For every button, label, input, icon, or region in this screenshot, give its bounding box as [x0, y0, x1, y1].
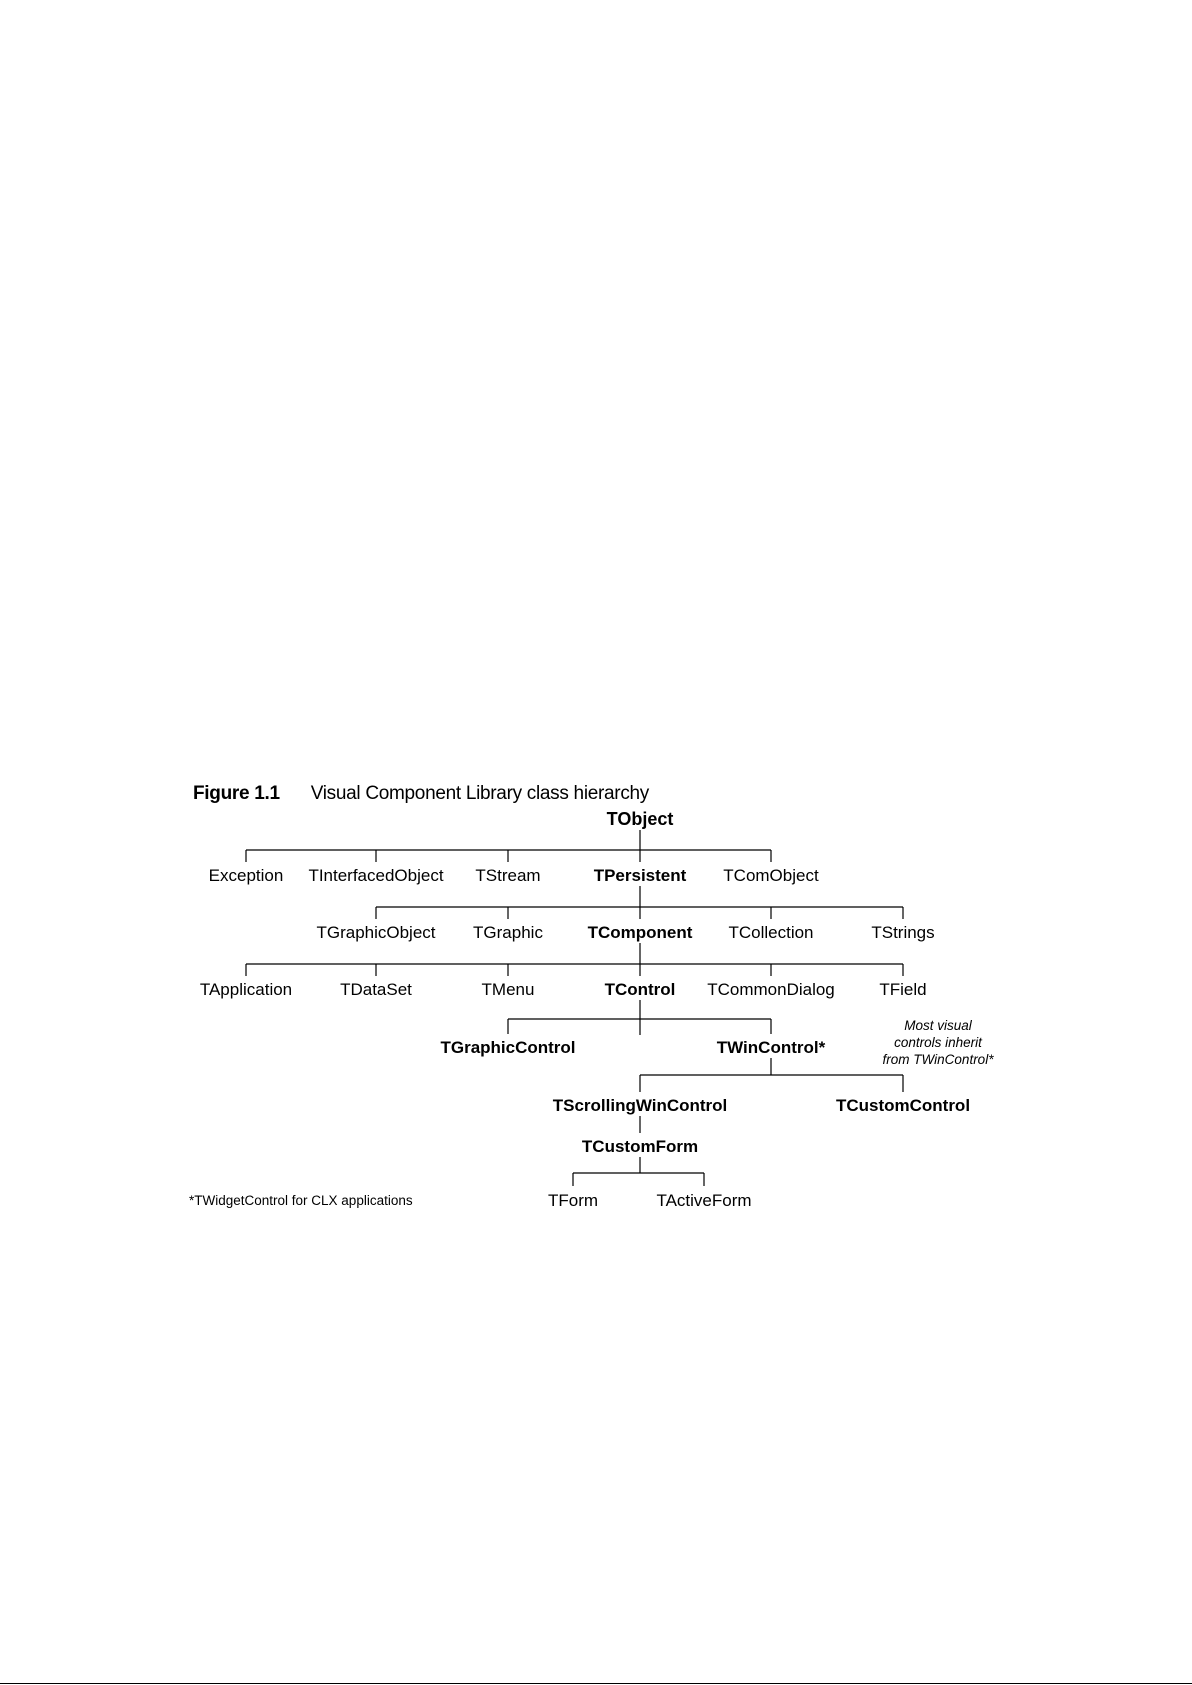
node-tinterfacedobject: TInterfacedObject	[308, 866, 444, 885]
node-tgraphic: TGraphic	[473, 923, 543, 942]
node-exception: Exception	[208, 866, 284, 885]
node-tapplication: TApplication	[199, 980, 293, 999]
footnote: *TWidgetControl for CLX applications	[189, 1193, 413, 1208]
nodes	[200, 809, 970, 1210]
annotation-note	[858, 1017, 1018, 1068]
bottom-divider	[0, 1683, 1192, 1684]
node-tcustomcontrol: TCustomControl	[835, 1096, 971, 1115]
note-line-3: from TWinControl*	[882, 1052, 994, 1067]
node-tgraphicobject: TGraphicObject	[316, 923, 436, 942]
node-tmenu: TMenu	[481, 980, 535, 999]
node-twincontrol: TWinControl*	[716, 1038, 826, 1057]
node-tcustomform: TCustomForm	[581, 1137, 699, 1156]
note-line-1: Most visual	[904, 1018, 972, 1033]
node-tobject: TObject	[606, 809, 674, 829]
node-tfield: TField	[879, 980, 927, 999]
node-tcommondialog: TCommonDialog	[707, 980, 835, 999]
node-tstrings: TStrings	[871, 923, 935, 942]
node-tpersistent: TPersistent	[593, 866, 687, 885]
node-tcomobject: TComObject	[723, 866, 819, 885]
figure-number: Figure 1.1	[193, 783, 280, 804]
node-tcollection: TCollection	[728, 923, 814, 942]
node-tform: TForm	[547, 1191, 599, 1210]
node-tcomponent: TComponent	[587, 923, 693, 942]
node-tstream: TStream	[475, 866, 541, 885]
node-tactiveform: TActiveForm	[656, 1191, 752, 1210]
node-tcontrol: TControl	[604, 980, 676, 999]
node-tscrollingwincontrol: TScrollingWinControl	[552, 1096, 728, 1115]
figure-title: Visual Component Library class hierarchy	[310, 783, 649, 804]
node-tgraphiccontrol: TGraphicControl	[440, 1038, 576, 1057]
note-line-2: controls inherit	[894, 1035, 982, 1050]
node-tdataset: TDataSet	[340, 980, 412, 999]
